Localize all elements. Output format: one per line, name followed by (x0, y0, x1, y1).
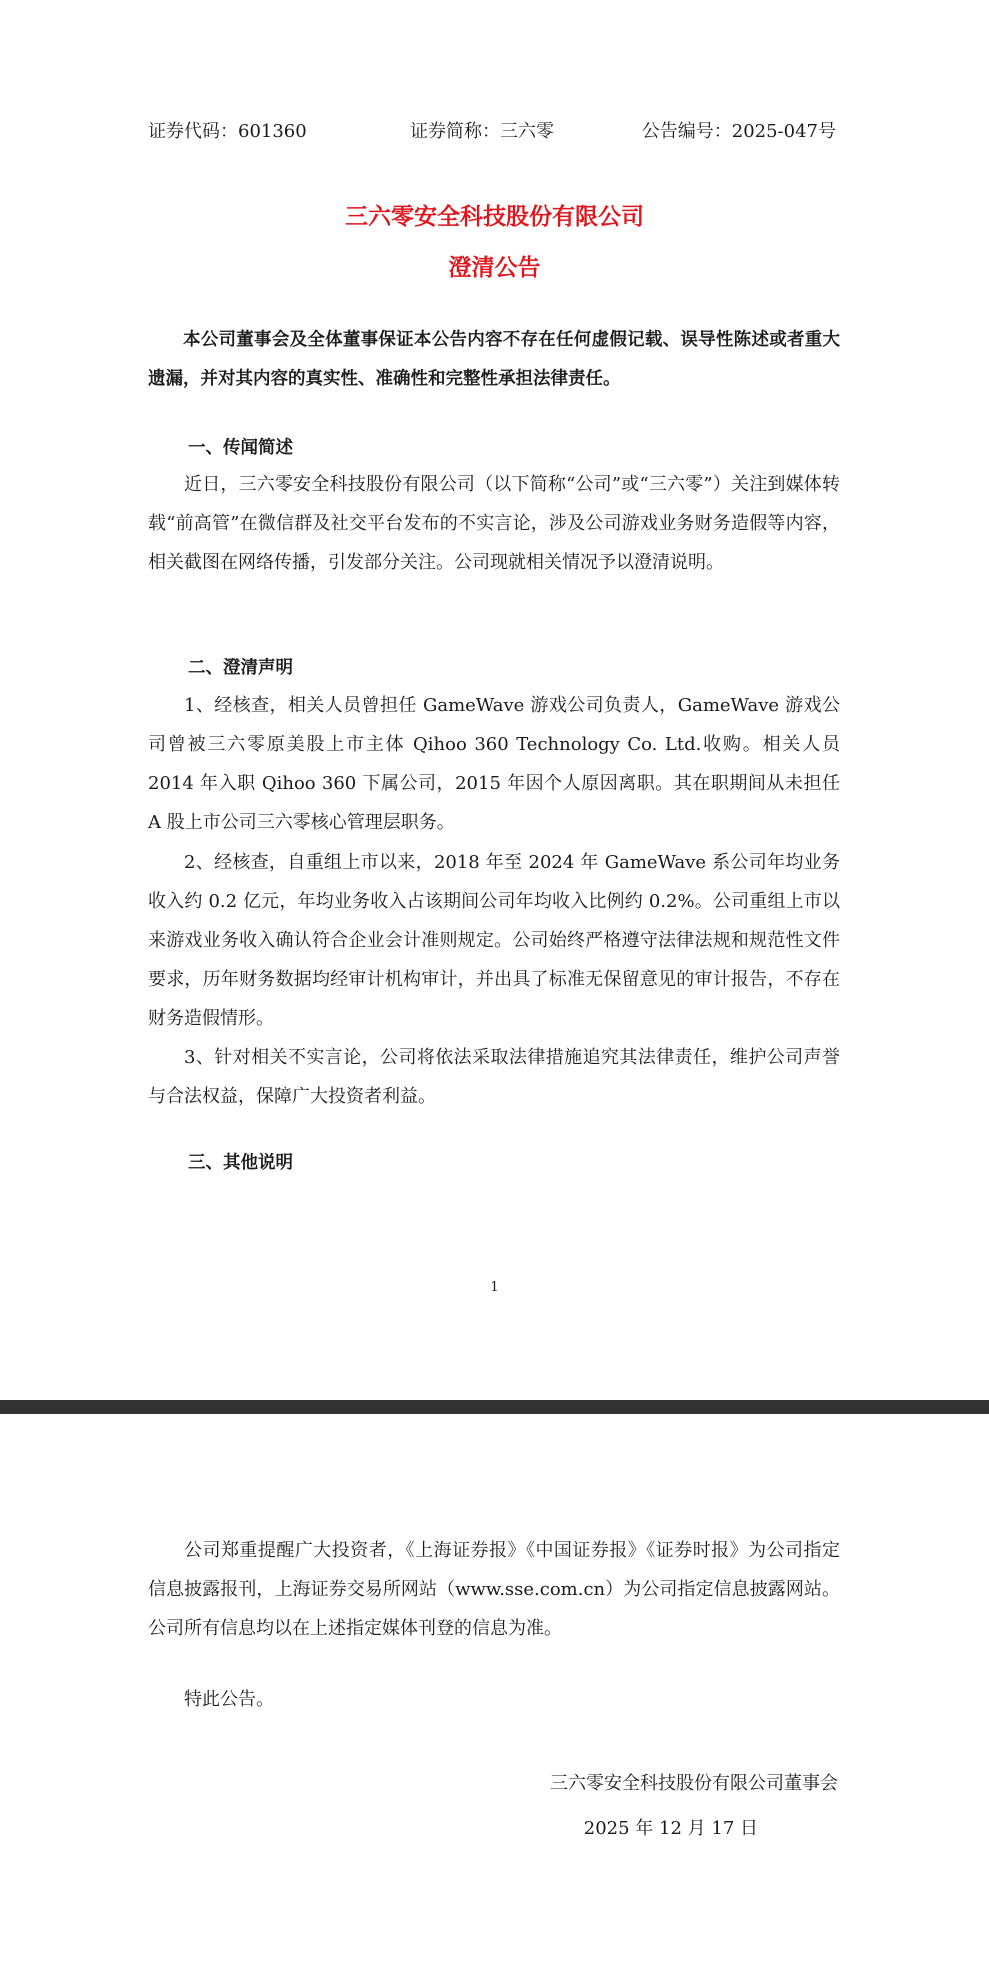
security-abbreviation: 证券简称：三六零 (410, 121, 554, 142)
section-3-heading: 三、其他说明 (188, 1153, 293, 1173)
section-2-heading: 二、澄清声明 (188, 658, 293, 678)
board-declaration: 本公司董事会及全体董事保证本公告内容不存在任何虚假记载、误导性陈述或者重大遗漏，并对其内容的真实性、准确性和完整性承担法律责任。 (148, 330, 840, 389)
page-divider (0, 1400, 989, 1414)
company-title: 三六零安全科技股份有限公司 (345, 204, 644, 230)
board-signature: 三六零安全科技股份有限公司董事会 (550, 1773, 838, 1794)
page-number: 1 (490, 1280, 499, 1295)
signature-date: 2025 年 12 月 17 日 (583, 1818, 758, 1839)
section-1-body: 近日，三六零安全科技股份有限公司（以下简称“公司”或“三六零”）关注到媒体转载“前高管”在微信群及社交平台发布的不实言论，涉及公司游戏业务财务造假等内容，相关截图在网络传播，引发部分关注。公司现就相关情况予以澄清说明。 (148, 474, 840, 573)
closing-remark: 特此公告。 (184, 1689, 274, 1710)
document-page-2 (0, 1414, 989, 1969)
document-title: 澄清公告 (448, 255, 541, 281)
section-1-heading: 一、传闻简述 (188, 438, 293, 458)
notice-header (148, 117, 836, 147)
notice-number: 公告编号：2025-047号 (641, 121, 836, 142)
section-2-paragraph-3: 3、针对相关不实言论，公司将依法采取法律措施追究其法律责任，维护公司声誉与合法权益，保障广大投资者利益。 (148, 1047, 840, 1107)
section-2-paragraph-2: 2、经核查，自重组上市以来，2018 年至 2024 年 GameWave 系公司年均业务收入约 0.2 亿元，年均业务收入占该期间公司年均收入比例约 0.2%。公司重组上市以来游戏业务收入确认符合企业会计准则规定。公司始终严格遵守法律法规和规范性文件要求，历年财务数据均经审计机构审计，并出具了标准无保留意见的审计报告，不存在财务造假情形。 (148, 852, 840, 1029)
security-code: 证券代码：601360 (148, 121, 307, 142)
investor-reminder: 公司郑重提醒广大投资者，《上海证券报》《中国证券报》《证券时报》为公司指定信息披露报刊，上海证券交易所网站（www.sse.com.cn）为公司指定信息披露网站。公司所有信息均以在上述指定媒体刊登的信息为准。 (148, 1540, 840, 1639)
section-2-paragraph-1: 1、经核查，相关人员曾担任 GameWave 游戏公司负责人，GameWave 游戏公司曾被三六零原美股上市主体 Qihoo 360 Technology Co. Ltd.收购。相关人员 2014 年入职 Qihoo 360 下属公司，2015 年因个人原因离职。其在职期间从未担任 A 股上市公司三六零核心管理层职务。 (148, 695, 840, 833)
